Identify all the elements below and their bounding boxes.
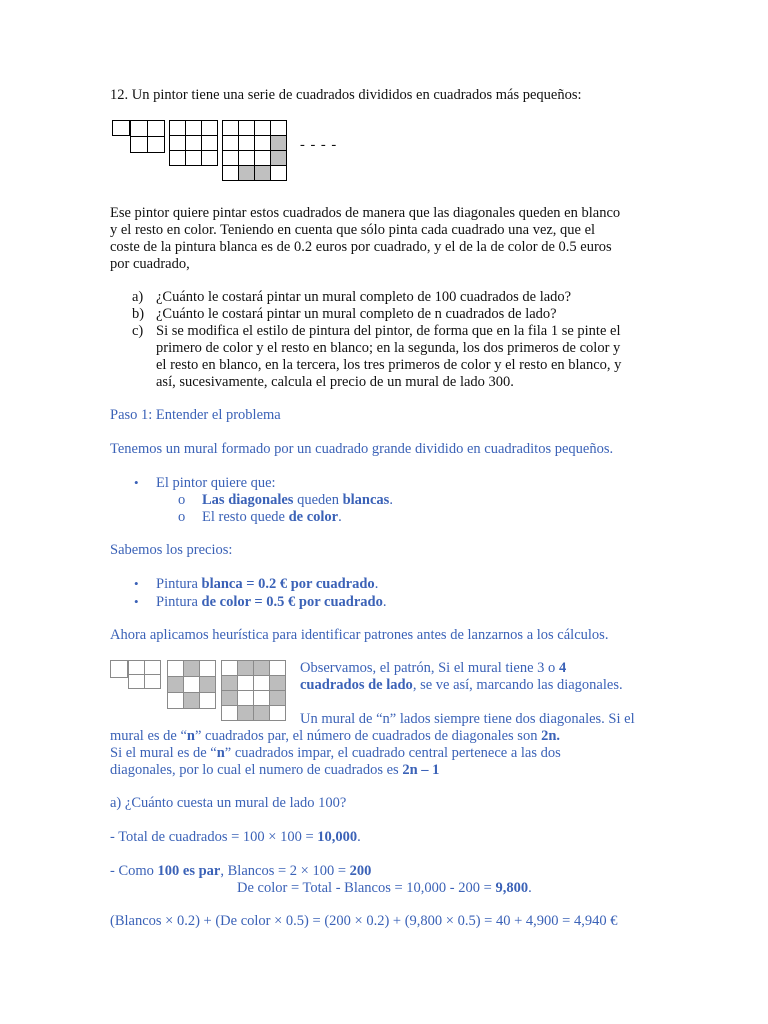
pattern-2x2 bbox=[128, 660, 161, 689]
odd-line-2: diagonales, por lo cual el numero de cuadrados es 2n – 1 bbox=[110, 762, 440, 778]
para-line: Ese pintor quiere pintar estos cuadrados de manera que las diagonales queden en blanco bbox=[110, 205, 621, 221]
observation-text: Observamos, el patrón, Si el mural tiene 3 o 4 bbox=[300, 660, 567, 676]
continuation-dashes: - - - - bbox=[300, 137, 338, 153]
price-color: Pintura de color = 0.5 € por cuadrado. bbox=[156, 594, 387, 610]
square-1x1 bbox=[112, 120, 130, 136]
pattern-4x4 bbox=[221, 660, 286, 721]
question-label: a) bbox=[132, 289, 144, 305]
bullet-icon: • bbox=[134, 475, 139, 490]
even-line-1: Un mural de “n” lados siempre tiene dos diagonales. Si el bbox=[300, 711, 635, 727]
bullet-icon: • bbox=[134, 576, 139, 591]
pattern-3x3 bbox=[167, 660, 216, 709]
square-3x3 bbox=[169, 120, 218, 166]
intro-text: Tenemos un mural formado por un cuadrado grande dividido en cuadraditos pequeños. bbox=[110, 441, 614, 457]
sub-bullet-icon: o bbox=[178, 492, 186, 508]
total-squares: - Total de cuadrados = 100 × 100 = 10,000. bbox=[110, 829, 361, 845]
problem-title: 12. Un pintor tiene una serie de cuadrados divididos en cuadrados más pequeños: bbox=[110, 87, 582, 103]
bullet-icon: • bbox=[134, 594, 139, 609]
observation-text-2: cuadrados de lado, se ve así, marcando las diagonales. bbox=[300, 677, 623, 693]
question-text: ¿Cuánto le costará pintar un mural completo de 100 cuadrados de lado? bbox=[156, 289, 572, 305]
question-label: c) bbox=[132, 323, 144, 339]
question-label: b) bbox=[132, 306, 145, 322]
question-text: así, sucesivamente, calcula el precio de un mural de lado 300. bbox=[156, 374, 514, 390]
pattern-1x1 bbox=[110, 660, 128, 678]
color-count: De color = Total - Blancos = 10,000 - 200 = 9,800. bbox=[237, 880, 532, 896]
white-count: - Como 100 es par, Blancos = 2 × 100 = 200 bbox=[110, 863, 372, 879]
step-heading: Paso 1: Entender el problema bbox=[110, 407, 281, 423]
question-text: el resto en blanco, en la tercera, los tres primeros de color y el resto en blanco, y bbox=[156, 357, 622, 373]
question-text: Si se modifica el estilo de pintura del pintor, de forma que en la fila 1 se pinte el bbox=[156, 323, 621, 339]
price-white: Pintura blanca = 0.2 € por cuadrado. bbox=[156, 576, 379, 592]
sub-bullet-text: Las diagonales queden blancas. bbox=[202, 492, 393, 508]
square-2x2 bbox=[130, 120, 165, 153]
even-line-2: mural es de “n” cuadrados par, el número de cuadrados de diagonales son 2n. bbox=[110, 728, 561, 744]
square-4x4 bbox=[222, 120, 287, 181]
heuristic-text: Ahora aplicamos heurística para identificar patrones antes de lanzarnos a los cálculos. bbox=[110, 627, 609, 643]
question-text: ¿Cuánto le costará pintar un mural completo de n cuadrados de lado? bbox=[156, 306, 557, 322]
para-line: coste de la pintura blanca es de 0.2 euros por cuadrado, y el de la de color de 0.5 euros bbox=[110, 239, 612, 255]
para-line: y el resto en color. Teniendo en cuenta que sólo pinta cada cuadrado una vez, que el bbox=[110, 222, 596, 238]
sub-bullet-icon: o bbox=[178, 509, 186, 525]
bullet-text: El pintor quiere que: bbox=[156, 475, 276, 491]
question-text: primero de color y el resto en blanco; en la segunda, los dos primeros de color y bbox=[156, 340, 621, 356]
odd-line-1: Si el mural es de “n” cuadrados impar, el cuadrado central pertenece a las dos bbox=[110, 745, 561, 761]
final-cost: (Blancos × 0.2) + (De color × 0.5) = (200 × 0.2) + (9,800 × 0.5) = 40 + 4,900 = 4,940 € bbox=[110, 913, 618, 929]
sub-bullet-text: El resto quede de color. bbox=[202, 509, 342, 525]
para-line: por cuadrado, bbox=[110, 256, 190, 272]
question-a-heading: a) ¿Cuánto cuesta un mural de lado 100? bbox=[110, 795, 347, 811]
prices-heading: Sabemos los precios: bbox=[110, 542, 233, 558]
